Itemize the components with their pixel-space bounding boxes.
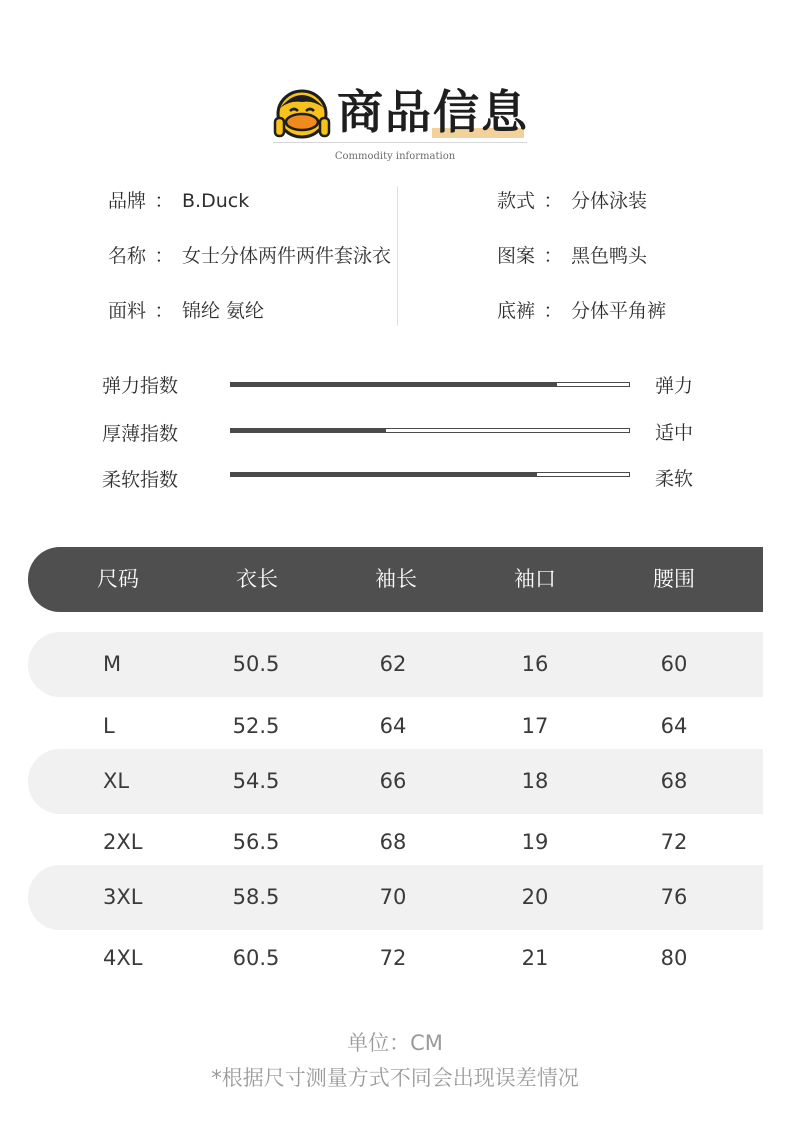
header-sleeve-length: 袖长 <box>375 567 417 591</box>
info-material-label: 面料 <box>108 300 147 322</box>
cell-sleeve-length: 70 <box>379 885 407 909</box>
info-brand <box>108 186 249 213</box>
info-bottom-value: 分体平角裤 <box>571 300 667 322</box>
cell-size: M <box>103 652 122 676</box>
softness-bar <box>230 472 630 477</box>
elasticity-value: 弹力 <box>655 375 694 397</box>
softness-bar-fill <box>231 473 537 476</box>
size-table-header <box>28 547 763 612</box>
info-bottom-label: 底裤 <box>497 300 536 322</box>
cell-sleeve-length: 66 <box>379 769 407 793</box>
duck-logo-icon <box>272 84 332 144</box>
title-section <box>0 78 790 168</box>
table-row <box>28 926 763 991</box>
page-title: 商品信息 <box>337 85 529 139</box>
cell-cuff: 17 <box>521 714 549 738</box>
info-material-value: 锦纶 氨纶 <box>182 300 265 322</box>
info-separator: ： <box>154 300 174 322</box>
elasticity-label: 弹力指数 <box>102 375 179 397</box>
elasticity-bar-fill <box>231 383 557 386</box>
header-size: 尺码 <box>97 567 139 591</box>
thickness-value: 适中 <box>655 422 694 444</box>
thickness-bar-fill <box>231 429 386 432</box>
info-style-value: 分体泳装 <box>571 190 648 212</box>
info-name <box>108 241 391 268</box>
cell-waist: 64 <box>660 714 688 738</box>
elasticity-bar <box>230 382 630 387</box>
table-row <box>28 749 763 814</box>
cell-size: 2XL <box>103 830 143 854</box>
cell-sleeve-length: 64 <box>379 714 407 738</box>
info-style <box>497 186 647 213</box>
cell-sleeve-length: 72 <box>379 946 407 970</box>
cell-size: L <box>103 714 115 738</box>
info-name-value: 女士分体两件两件套泳衣 <box>182 245 392 267</box>
measurement-disclaimer: *根据尺寸测量方式不同会出现误差情况 <box>211 1066 579 1090</box>
cell-waist: 76 <box>660 885 688 909</box>
cell-size: 4XL <box>103 946 143 970</box>
cell-cuff: 20 <box>521 885 549 909</box>
info-brand-label: 品牌 <box>108 190 147 212</box>
cell-waist: 68 <box>660 769 688 793</box>
cell-size: 3XL <box>103 885 143 909</box>
info-brand-value: B.Duck <box>182 190 250 212</box>
cell-length: 60.5 <box>232 946 280 970</box>
info-separator: ： <box>154 190 174 212</box>
cell-size: XL <box>103 769 130 793</box>
cell-sleeve-length: 68 <box>379 830 407 854</box>
info-separator: ： <box>154 245 174 267</box>
info-pattern <box>497 241 647 268</box>
table-row <box>28 865 763 930</box>
cell-length: 58.5 <box>232 885 280 909</box>
cell-cuff: 21 <box>521 946 549 970</box>
info-pattern-value: 黑色鸭头 <box>571 245 648 267</box>
cell-length: 54.5 <box>232 769 280 793</box>
softness-label: 柔软指数 <box>102 469 179 491</box>
info-separator: ： <box>543 245 563 267</box>
info-material <box>108 296 264 323</box>
cell-length: 56.5 <box>232 830 280 854</box>
info-pattern-label: 图案 <box>497 245 536 267</box>
cell-length: 50.5 <box>232 652 280 676</box>
info-separator: ： <box>543 300 563 322</box>
header-waist: 腰围 <box>653 567 695 591</box>
table-row <box>28 632 763 697</box>
softness-value: 柔软 <box>655 468 694 490</box>
info-name-label: 名称 <box>108 245 147 267</box>
cell-length: 52.5 <box>232 714 280 738</box>
cell-sleeve-length: 62 <box>379 652 407 676</box>
info-separator: ： <box>543 190 563 212</box>
thickness-label: 厚薄指数 <box>102 423 179 445</box>
header-length: 衣长 <box>236 567 278 591</box>
cell-waist: 60 <box>660 652 688 676</box>
cell-cuff: 16 <box>521 652 549 676</box>
thickness-bar <box>230 428 630 433</box>
info-divider <box>397 186 398 326</box>
cell-waist: 80 <box>660 946 688 970</box>
title-rule <box>273 142 527 143</box>
cell-cuff: 18 <box>521 769 549 793</box>
cell-cuff: 19 <box>521 830 549 854</box>
unit-note: 单位：CM <box>347 1031 443 1055</box>
header-cuff: 袖口 <box>514 567 556 591</box>
page-subtitle: Commodity information <box>334 151 456 162</box>
info-bottom <box>497 296 666 323</box>
info-style-label: 款式 <box>497 190 536 212</box>
cell-waist: 72 <box>660 830 688 854</box>
